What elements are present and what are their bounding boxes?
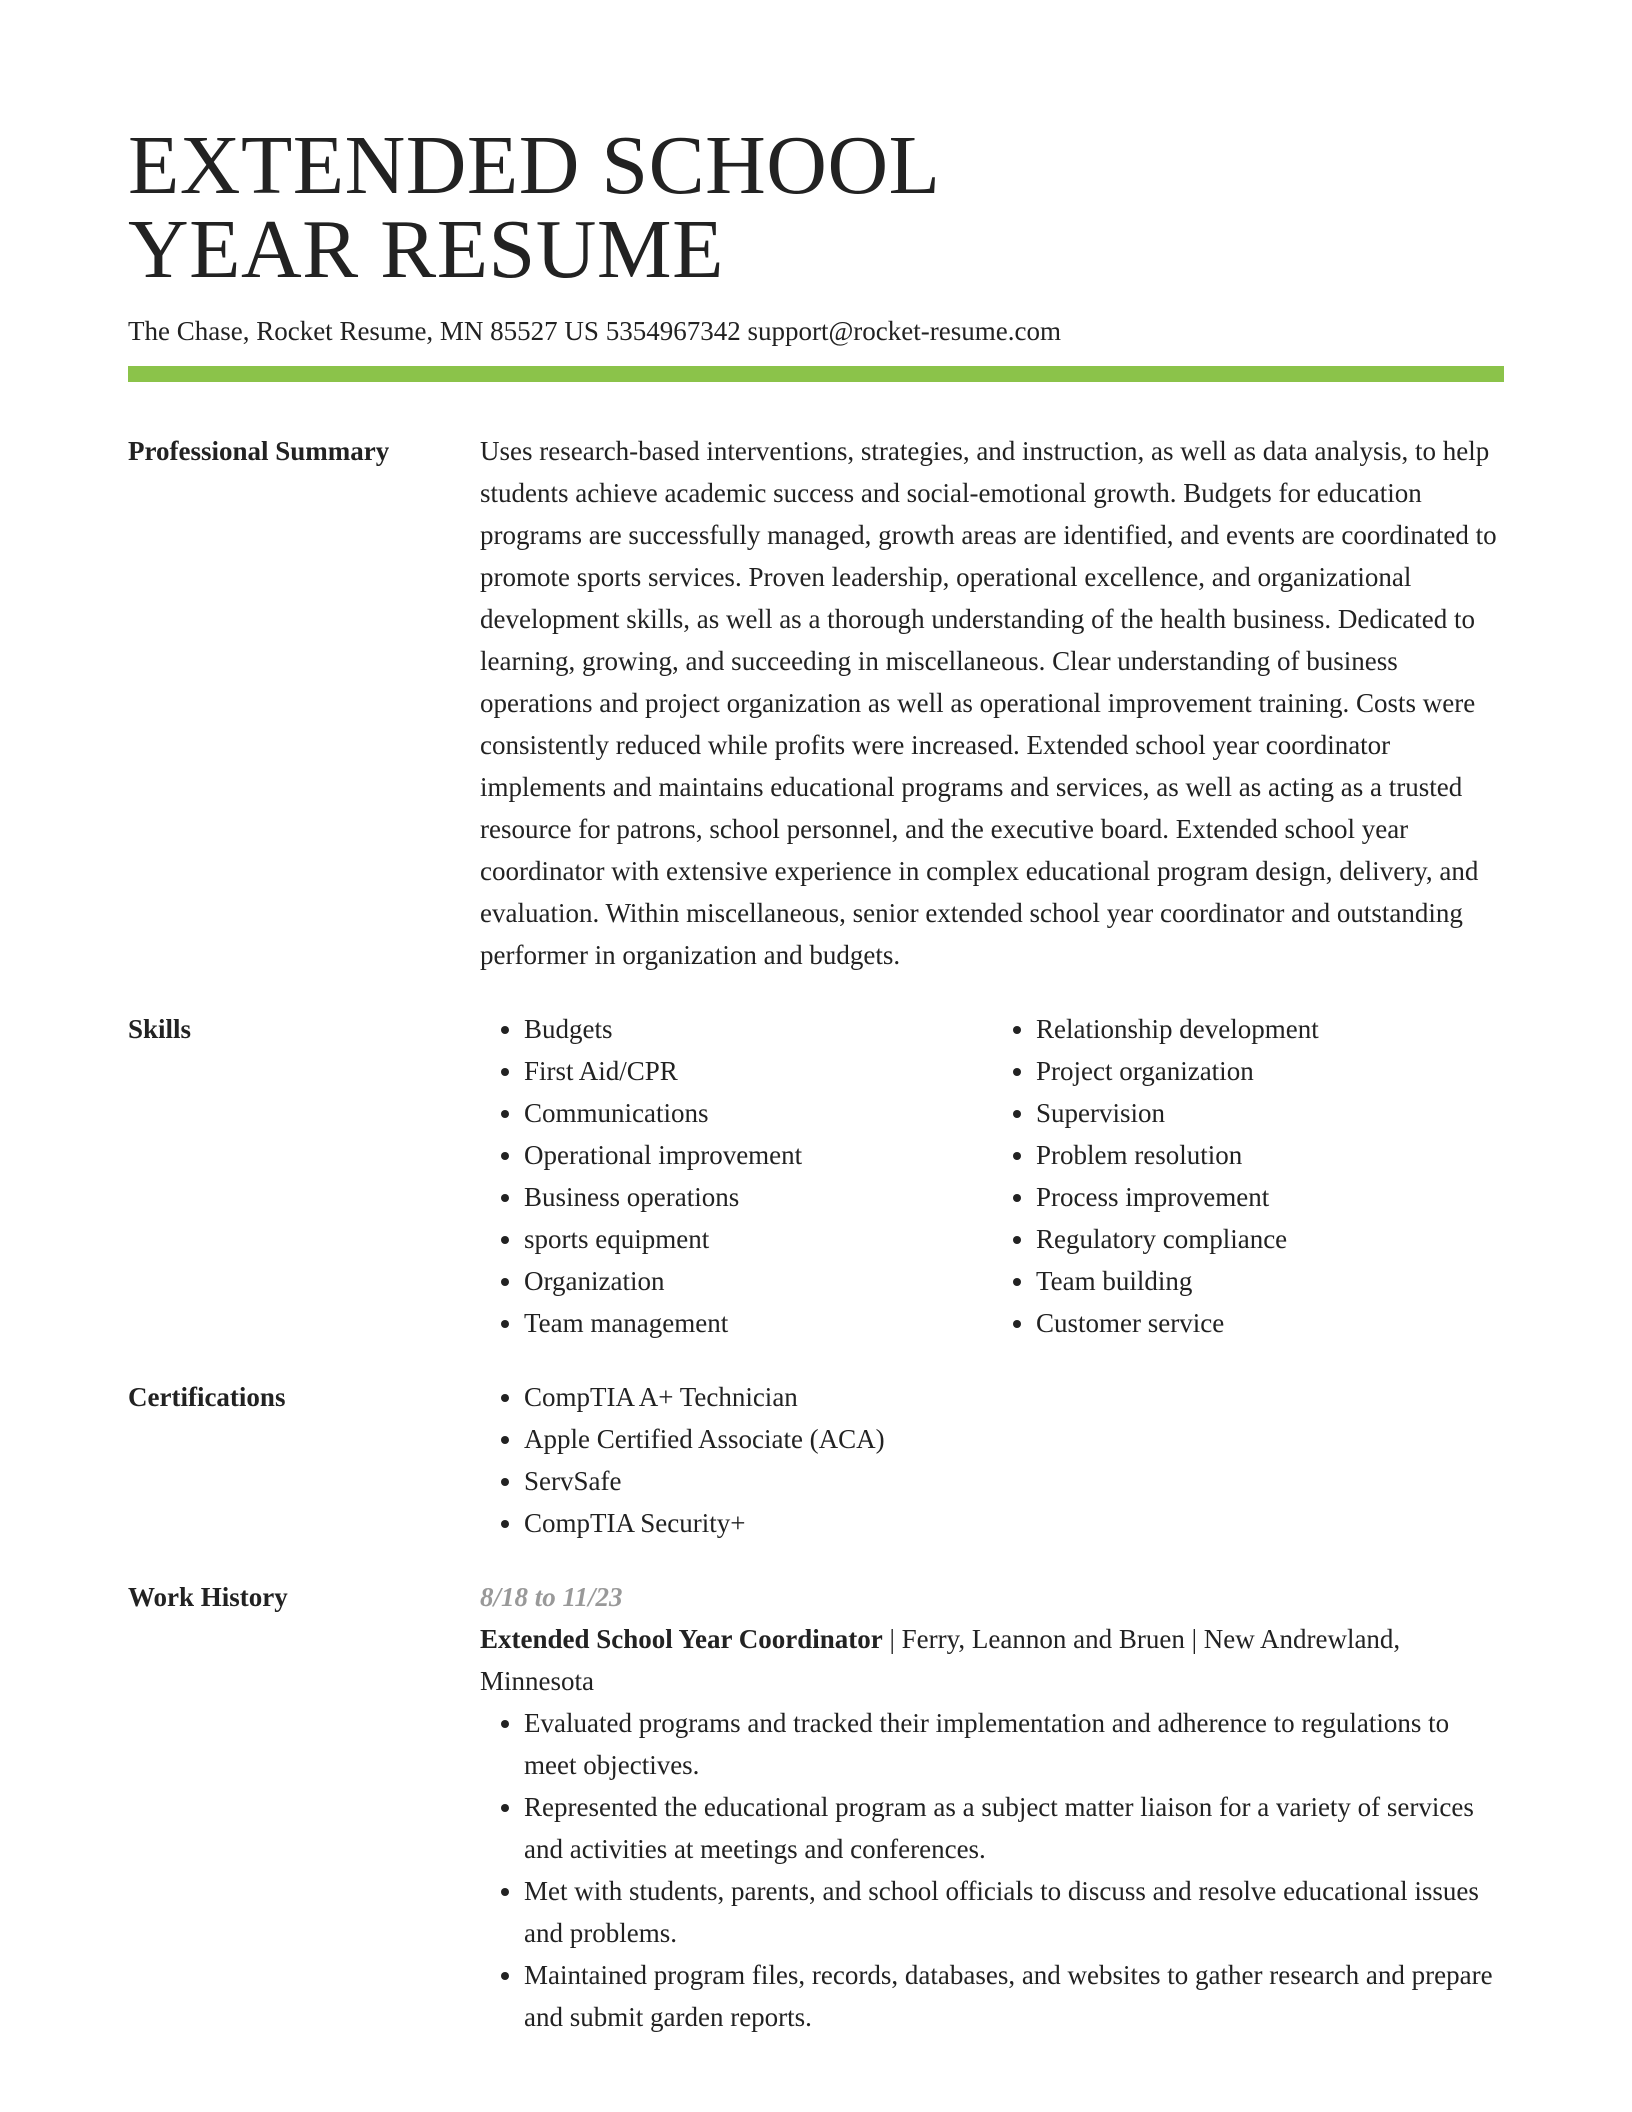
summary-text: Uses research-based interventions, strategies, and instruction, as well as data analysis, to help students achieve academic success and social-emotional growth. Budgets for education programs are successfully managed, growth areas are identified, and events are coordinated to promote sports services. Proven leadership, operational excellence, and organizational development skills, as well as a thorough understanding of the health business. Dedicated to learning, growing, and succeeding in miscellaneous. Clear understanding of business operations and project organization as well as operational improvement training. Costs were consistently reduced while profits were increased. Extended school year coordinator implements and maintains educational programs and services, as well as acting as a trusted resource for patrons, school personnel, and the executive board. Extended school year coordinator with extensive experience in complex educational program design, delivery, and evaluation. Within miscellaneous, senior extended school year coordinator and outstanding performer in organization and budgets.: [480, 436, 1497, 970]
certifications-content: [480, 1376, 1504, 1544]
skill-item: • Operational improvement: [524, 1134, 992, 1176]
certification-item: • ServSafe: [524, 1460, 1504, 1502]
job-company-location: | Ferry, Leannon and Bruen | New Andrewland, Minnesota: [480, 1624, 1401, 1696]
skill-item: • sports equipment: [524, 1218, 992, 1260]
resume-page: [128, 0, 1504, 2038]
skills-list-right: [992, 1008, 1504, 1344]
certification-item: • CompTIA A+ Technician: [524, 1376, 1504, 1418]
skill-item: • Problem resolution: [1036, 1134, 1504, 1176]
skill-item: • Budgets: [524, 1008, 992, 1050]
job-responsibilities-list: [480, 1702, 1504, 2038]
skill-item: • Business operations: [524, 1176, 992, 1218]
resume-title: [128, 0, 1504, 296]
title-line-2: YEAR RESUME: [128, 203, 724, 296]
skill-item: • Process improvement: [1036, 1176, 1504, 1218]
professional-summary-section: [128, 430, 1504, 976]
skill-item: • Team management: [524, 1302, 992, 1344]
section-label-summary: Professional Summary: [128, 436, 390, 466]
skills-section: [128, 1008, 1504, 1344]
skill-item: • Relationship development: [1036, 1008, 1504, 1050]
work-content: [480, 1576, 1504, 2038]
responsibility-item: • Maintained program files, records, databases, and websites to gather research and prepare and submit garden reports.: [524, 1954, 1504, 2038]
skill-item: • Customer service: [1036, 1302, 1504, 1344]
job-heading: [480, 1618, 1504, 1702]
accent-divider: [128, 366, 1504, 382]
title-line-1: EXTENDED SCHOOL: [128, 119, 941, 212]
work-history-section: [128, 1576, 1504, 2038]
responsibility-item: • Evaluated programs and tracked their implementation and adherence to regulations to meet objectives.: [524, 1702, 1504, 1786]
job-dates: 8/18 to 11/23: [480, 1582, 623, 1612]
skill-item: • Team building: [1036, 1260, 1504, 1302]
certification-item: • Apple Certified Associate (ACA): [524, 1418, 1504, 1460]
job-title: Extended School Year Coordinator: [480, 1624, 883, 1654]
responsibility-item: • Represented the educational program as a subject matter liaison for a variety of services and activities at meetings and conferences.: [524, 1786, 1504, 1870]
section-label-skills: Skills: [128, 1014, 192, 1044]
contact-info: The Chase, Rocket Resume, MN 85527 US 5354967342 support@rocket-resume.com: [128, 316, 1061, 346]
certifications-list: [480, 1376, 1504, 1544]
section-label-certifications: Certifications: [128, 1382, 286, 1412]
skill-item: • First Aid/CPR: [524, 1050, 992, 1092]
section-label-work: Work History: [128, 1582, 288, 1612]
certifications-section: [128, 1376, 1504, 1544]
skills-grid: [480, 1008, 1504, 1344]
skill-item: • Organization: [524, 1260, 992, 1302]
skill-item: • Project organization: [1036, 1050, 1504, 1092]
responsibility-item: • Met with students, parents, and school officials to discuss and resolve educational issues and problems.: [524, 1870, 1504, 1954]
skills-list-left: [480, 1008, 992, 1344]
skill-item: • Communications: [524, 1092, 992, 1134]
certification-item: • CompTIA Security+: [524, 1502, 1504, 1544]
skill-item: • Regulatory compliance: [1036, 1218, 1504, 1260]
skill-item: • Supervision: [1036, 1092, 1504, 1134]
